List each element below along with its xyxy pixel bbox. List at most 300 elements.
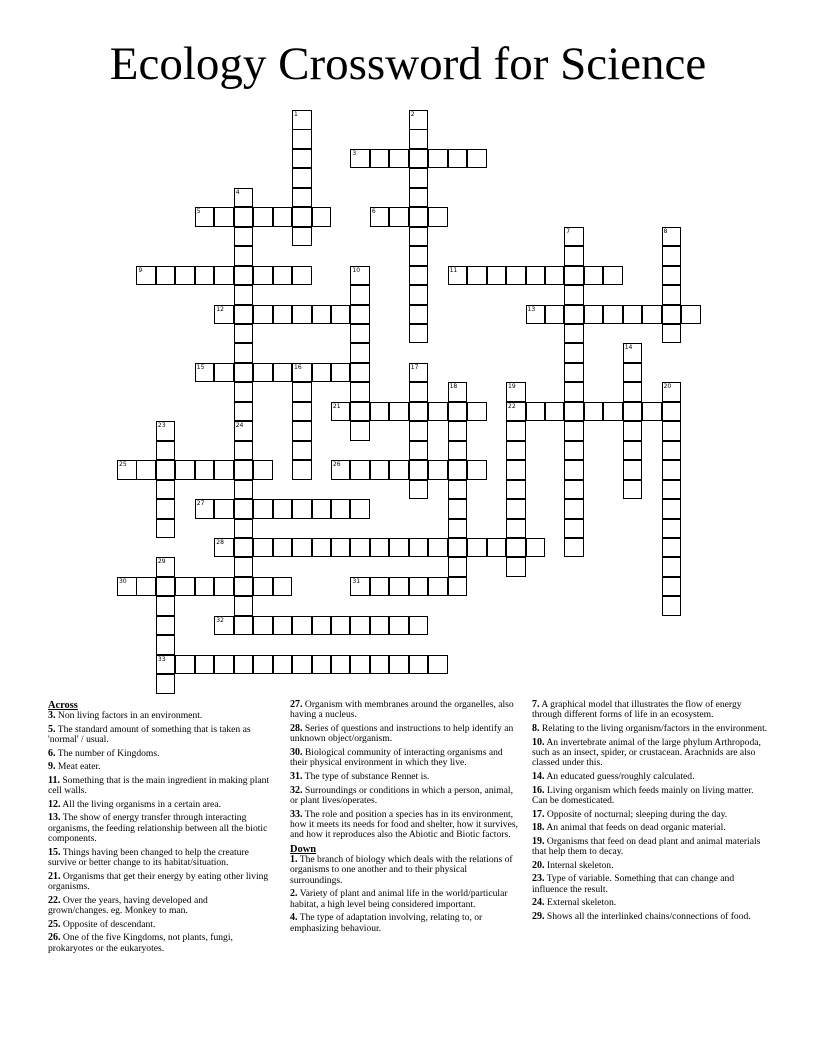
grid-cell[interactable]	[428, 460, 448, 480]
grid-cell[interactable]	[545, 402, 565, 422]
grid-cell[interactable]	[662, 480, 682, 500]
grid-cell[interactable]	[195, 266, 215, 286]
grid-cell[interactable]	[506, 557, 526, 577]
grid-cell[interactable]	[370, 655, 390, 675]
grid-cell[interactable]	[253, 363, 273, 383]
grid-cell[interactable]	[389, 616, 409, 636]
grid-cell[interactable]	[662, 285, 682, 305]
grid-cell[interactable]	[350, 538, 370, 558]
grid-cell[interactable]	[292, 421, 312, 441]
grid-cell[interactable]	[409, 402, 429, 422]
grid-cell[interactable]	[448, 519, 468, 539]
grid-cell[interactable]	[564, 480, 584, 500]
grid-cell[interactable]	[448, 538, 468, 558]
grid-cell[interactable]	[350, 402, 370, 422]
grid-cell[interactable]	[409, 129, 429, 149]
grid-cell[interactable]	[234, 480, 254, 500]
grid-cell[interactable]	[506, 402, 526, 422]
grid-cell[interactable]	[506, 460, 526, 480]
grid-cell[interactable]	[428, 402, 448, 422]
clue-item	[48, 711, 270, 721]
grid-cell[interactable]	[370, 577, 390, 597]
grid-cell[interactable]	[292, 305, 312, 325]
grid-cell[interactable]	[195, 363, 215, 383]
grid-cell[interactable]	[370, 460, 390, 480]
grid-cell[interactable]	[603, 305, 623, 325]
grid-cell[interactable]	[409, 460, 429, 480]
grid-cell[interactable]	[564, 519, 584, 539]
grid-cell[interactable]	[331, 538, 351, 558]
clue-item-text: The branch of biology which deals with the relations of organisms to one another and to their physical surroundings.	[290, 854, 513, 886]
grid-cell[interactable]	[409, 246, 429, 266]
grid-cell[interactable]	[214, 616, 234, 636]
grid-cell[interactable]	[506, 441, 526, 461]
grid-cell[interactable]	[156, 577, 176, 597]
grid-cell[interactable]	[467, 460, 487, 480]
grid-cell[interactable]	[448, 266, 468, 286]
grid-cell[interactable]	[253, 538, 273, 558]
grid-cell[interactable]	[448, 149, 468, 169]
grid-cell[interactable]	[350, 382, 370, 402]
grid-cell[interactable]	[292, 207, 312, 227]
grid-cell[interactable]	[234, 421, 254, 441]
clue-item-number: 3.	[48, 710, 56, 721]
grid-cell[interactable]	[506, 382, 526, 402]
grid-cell[interactable]	[448, 382, 468, 402]
grid-cell[interactable]	[136, 460, 156, 480]
grid-cell[interactable]	[389, 149, 409, 169]
grid-cell[interactable]	[156, 460, 176, 480]
grid-cell[interactable]	[350, 305, 370, 325]
grid-cell[interactable]	[234, 460, 254, 480]
clue-item	[532, 700, 768, 721]
grid-cell[interactable]	[623, 402, 643, 422]
clue-item-number: 11.	[48, 774, 60, 786]
grid-cell[interactable]	[409, 577, 429, 597]
grid-cell[interactable]	[409, 285, 429, 305]
grid-cell[interactable]	[156, 421, 176, 441]
clue-item	[48, 776, 270, 797]
grid-cell[interactable]	[312, 538, 332, 558]
grid-cell[interactable]	[428, 655, 448, 675]
grid-cell[interactable]	[662, 557, 682, 577]
clue-item	[290, 772, 520, 782]
grid-cell[interactable]	[409, 382, 429, 402]
grid-cell[interactable]	[292, 655, 312, 675]
grid-cell[interactable]	[253, 655, 273, 675]
clue-item-number: 14.	[532, 771, 545, 782]
grid-cell[interactable]	[623, 363, 643, 383]
grid-cell[interactable]	[526, 266, 546, 286]
grid-cell[interactable]	[350, 421, 370, 441]
grid-cell[interactable]	[545, 305, 565, 325]
grid-cell[interactable]	[428, 149, 448, 169]
grid-cell[interactable]	[292, 188, 312, 208]
grid-cell[interactable]	[448, 557, 468, 577]
grid-cell[interactable]	[234, 382, 254, 402]
grid-cell[interactable]	[234, 227, 254, 247]
grid-cell[interactable]	[350, 266, 370, 286]
grid-cell[interactable]	[292, 363, 312, 383]
grid-cell[interactable]	[623, 305, 643, 325]
grid-cell[interactable]	[136, 577, 156, 597]
grid-cell[interactable]	[448, 441, 468, 461]
grid-cell[interactable]	[409, 324, 429, 344]
grid-cell[interactable]	[312, 616, 332, 636]
grid-cell[interactable]	[273, 538, 293, 558]
clue-item-number: 13.	[48, 812, 61, 824]
grid-cell[interactable]	[195, 207, 215, 227]
grid-cell[interactable]	[681, 305, 701, 325]
grid-cell[interactable]	[448, 499, 468, 519]
grid-cell[interactable]	[389, 402, 409, 422]
grid-cell[interactable]	[117, 577, 137, 597]
grid-cell[interactable]	[662, 499, 682, 519]
grid-cell[interactable]	[214, 538, 234, 558]
grid-cell[interactable]	[253, 499, 273, 519]
grid-cell[interactable]	[526, 402, 546, 422]
grid-cell[interactable]	[662, 460, 682, 480]
grid-cell[interactable]	[506, 480, 526, 500]
grid-cell[interactable]	[234, 266, 254, 286]
grid-cell[interactable]	[156, 441, 176, 461]
grid-cell[interactable]	[564, 363, 584, 383]
grid-cell[interactable]	[331, 305, 351, 325]
grid-cell[interactable]	[564, 402, 584, 422]
grid-cell[interactable]	[545, 266, 565, 286]
grid-cell[interactable]	[662, 421, 682, 441]
grid-cell[interactable]	[312, 363, 332, 383]
grid-cell[interactable]	[409, 421, 429, 441]
grid-cell[interactable]	[273, 655, 293, 675]
grid-cell[interactable]	[214, 577, 234, 597]
grid-cell[interactable]	[564, 227, 584, 247]
grid-cell[interactable]	[564, 421, 584, 441]
grid-cell[interactable]	[292, 402, 312, 422]
grid-cell[interactable]	[195, 577, 215, 597]
grid-cell[interactable]	[603, 266, 623, 286]
grid-cell[interactable]	[409, 616, 429, 636]
grid-cell[interactable]	[409, 168, 429, 188]
grid-cell[interactable]	[156, 674, 176, 694]
clue-number: 25	[119, 461, 127, 469]
grid-cell[interactable]	[350, 285, 370, 305]
grid-cell[interactable]	[506, 421, 526, 441]
grid-cell[interactable]	[156, 616, 176, 636]
grid-cell[interactable]	[273, 499, 293, 519]
grid-cell[interactable]	[234, 305, 254, 325]
grid-cell[interactable]	[234, 577, 254, 597]
clue-item	[48, 920, 270, 930]
grid-cell[interactable]	[234, 246, 254, 266]
grid-cell[interactable]	[292, 227, 312, 247]
grid-cell[interactable]	[234, 343, 254, 363]
grid-cell[interactable]	[350, 499, 370, 519]
grid-cell[interactable]	[662, 266, 682, 286]
grid-cell[interactable]	[564, 305, 584, 325]
grid-cell[interactable]	[623, 460, 643, 480]
grid-cell[interactable]	[409, 207, 429, 227]
grid-cell[interactable]	[564, 266, 584, 286]
grid-cell[interactable]	[564, 460, 584, 480]
grid-cell[interactable]	[409, 188, 429, 208]
clue-number: 4	[235, 188, 240, 196]
grid-cell[interactable]	[312, 305, 332, 325]
grid-cell[interactable]	[312, 655, 332, 675]
grid-cell[interactable]	[467, 402, 487, 422]
grid-cell[interactable]	[156, 519, 176, 539]
grid-cell[interactable]	[564, 246, 584, 266]
grid-cell[interactable]	[564, 382, 584, 402]
grid-cell[interactable]	[234, 519, 254, 539]
grid-cell[interactable]	[214, 363, 234, 383]
grid-cell[interactable]	[584, 305, 604, 325]
grid-cell[interactable]	[564, 343, 584, 363]
clue-number: 23	[157, 422, 166, 430]
grid-cell[interactable]	[175, 460, 195, 480]
grid-cell[interactable]	[389, 655, 409, 675]
grid-cell[interactable]	[331, 655, 351, 675]
grid-cell[interactable]	[467, 149, 487, 169]
grid-cell[interactable]	[331, 402, 351, 422]
grid-cell[interactable]	[292, 616, 312, 636]
grid-cell[interactable]	[389, 207, 409, 227]
grid-cell[interactable]	[156, 499, 176, 519]
grid-cell[interactable]	[448, 421, 468, 441]
clue-item-text: Opposite of nocturnal; sleeping during the day.	[544, 808, 728, 820]
grid-cell[interactable]	[409, 363, 429, 383]
grid-cell[interactable]	[234, 207, 254, 227]
grid-cell[interactable]	[253, 460, 273, 480]
grid-cell[interactable]	[642, 305, 662, 325]
grid-cell[interactable]	[350, 460, 370, 480]
clue-number: 7	[566, 227, 571, 235]
grid-cell[interactable]	[136, 266, 156, 286]
grid-cell[interactable]	[564, 499, 584, 519]
grid-cell[interactable]	[662, 382, 682, 402]
grid-cell[interactable]	[273, 266, 293, 286]
grid-cell[interactable]	[662, 402, 682, 422]
grid-cell[interactable]	[428, 207, 448, 227]
clue-item-number: 8.	[532, 723, 540, 734]
clue-item-number: 26.	[48, 932, 61, 944]
grid-cell[interactable]	[584, 266, 604, 286]
grid-cell[interactable]	[292, 382, 312, 402]
grid-cell[interactable]	[292, 441, 312, 461]
grid-cell[interactable]	[448, 480, 468, 500]
clue-item-text: An educated guess/roughly calculated.	[544, 771, 695, 782]
grid-cell[interactable]	[312, 207, 332, 227]
grid-cell[interactable]	[506, 499, 526, 519]
grid-cell[interactable]	[350, 577, 370, 597]
grid-cell[interactable]	[623, 480, 643, 500]
grid-cell[interactable]	[623, 441, 643, 461]
grid-cell[interactable]	[234, 402, 254, 422]
grid-cell[interactable]	[214, 460, 234, 480]
grid-cell[interactable]	[253, 207, 273, 227]
grid-cell[interactable]	[526, 305, 546, 325]
grid-cell[interactable]	[350, 324, 370, 344]
grid-cell[interactable]	[389, 577, 409, 597]
grid-cell[interactable]	[370, 207, 390, 227]
grid-cell[interactable]	[662, 324, 682, 344]
grid-cell[interactable]	[253, 305, 273, 325]
grid-cell[interactable]	[350, 363, 370, 383]
grid-cell[interactable]	[409, 227, 429, 247]
grid-cell[interactable]	[214, 266, 234, 286]
grid-cell[interactable]	[409, 480, 429, 500]
grid-cell[interactable]	[156, 266, 176, 286]
grid-cell[interactable]	[273, 363, 293, 383]
grid-cell[interactable]	[273, 616, 293, 636]
grid-cell[interactable]	[662, 519, 682, 539]
grid-cell[interactable]	[389, 538, 409, 558]
grid-cell[interactable]	[156, 557, 176, 577]
grid-cell[interactable]	[273, 207, 293, 227]
clue-item-number: 17.	[532, 808, 545, 820]
clue-item-text: Living organism which feeds mainly on living matter. Can be domesticated.	[532, 784, 754, 806]
clue-item-text: An invertebrate animal of the large phylum Arthropoda, such as an insect, spider, or crustacean. Arachnids are also classed under this.	[532, 736, 761, 769]
grid-cell[interactable]	[564, 324, 584, 344]
grid-cell[interactable]	[506, 266, 526, 286]
grid-cell[interactable]	[662, 441, 682, 461]
grid-cell[interactable]	[253, 616, 273, 636]
grid-cell[interactable]	[175, 655, 195, 675]
grid-cell[interactable]	[331, 363, 351, 383]
grid-cell[interactable]	[448, 402, 468, 422]
clue-item-text: Meat eater.	[55, 761, 101, 773]
grid-cell[interactable]	[564, 538, 584, 558]
grid-cell[interactable]	[642, 402, 662, 422]
grid-cell[interactable]	[370, 538, 390, 558]
grid-cell[interactable]	[448, 460, 468, 480]
grid-cell[interactable]	[350, 616, 370, 636]
grid-cell[interactable]	[234, 324, 254, 344]
grid-cell[interactable]	[662, 596, 682, 616]
clue-item	[48, 725, 270, 746]
grid-cell[interactable]	[448, 577, 468, 597]
grid-cell[interactable]	[234, 499, 254, 519]
grid-cell[interactable]	[662, 227, 682, 247]
grid-cell[interactable]	[234, 655, 254, 675]
grid-cell[interactable]	[273, 577, 293, 597]
grid-cell[interactable]	[623, 343, 643, 363]
grid-cell[interactable]	[234, 557, 254, 577]
grid-cell[interactable]	[156, 635, 176, 655]
clue-number: 8	[663, 227, 668, 235]
grid-cell[interactable]	[467, 266, 487, 286]
grid-cell[interactable]	[214, 305, 234, 325]
grid-cell[interactable]	[370, 616, 390, 636]
grid-cell[interactable]	[156, 596, 176, 616]
grid-cell[interactable]	[292, 149, 312, 169]
grid-cell[interactable]	[331, 499, 351, 519]
grid-cell[interactable]	[292, 499, 312, 519]
grid-cell[interactable]	[175, 266, 195, 286]
grid-cell[interactable]	[234, 538, 254, 558]
grid-cell[interactable]	[487, 266, 507, 286]
grid-cell[interactable]	[214, 499, 234, 519]
grid-cell[interactable]	[409, 538, 429, 558]
grid-cell[interactable]	[370, 402, 390, 422]
grid-cell[interactable]	[428, 577, 448, 597]
grid-cell[interactable]	[234, 616, 254, 636]
grid-cell[interactable]	[312, 499, 332, 519]
grid-cell[interactable]	[623, 421, 643, 441]
grid-cell[interactable]	[350, 343, 370, 363]
grid-cell[interactable]	[662, 305, 682, 325]
grid-cell[interactable]	[117, 460, 137, 480]
grid-cell[interactable]	[292, 110, 312, 130]
grid-cell[interactable]	[214, 655, 234, 675]
grid-cell[interactable]	[623, 382, 643, 402]
grid-cell[interactable]	[526, 538, 546, 558]
grid-cell[interactable]	[428, 538, 448, 558]
grid-cell[interactable]	[662, 246, 682, 266]
grid-cell[interactable]	[467, 538, 487, 558]
grid-cell[interactable]	[662, 538, 682, 558]
grid-cell[interactable]	[234, 285, 254, 305]
clue-item-number: 12.	[48, 798, 61, 810]
grid-cell[interactable]	[662, 577, 682, 597]
grid-cell[interactable]	[331, 616, 351, 636]
grid-cell[interactable]	[195, 460, 215, 480]
clue-item-number: 20.	[532, 859, 545, 871]
grid-cell[interactable]	[409, 149, 429, 169]
grid-cell[interactable]	[350, 655, 370, 675]
grid-cell[interactable]	[603, 402, 623, 422]
grid-cell[interactable]	[409, 655, 429, 675]
clue-item	[48, 933, 270, 954]
grid-cell[interactable]	[234, 363, 254, 383]
grid-cell[interactable]	[389, 460, 409, 480]
grid-cell[interactable]	[564, 441, 584, 461]
grid-cell[interactable]	[273, 305, 293, 325]
grid-cell[interactable]	[292, 460, 312, 480]
grid-cell[interactable]	[370, 149, 390, 169]
grid-cell[interactable]	[409, 110, 429, 130]
grid-cell[interactable]	[506, 519, 526, 539]
grid-cell[interactable]	[175, 577, 195, 597]
grid-cell[interactable]	[156, 655, 176, 675]
grid-cell[interactable]	[564, 285, 584, 305]
grid-cell[interactable]	[409, 305, 429, 325]
grid-cell[interactable]	[584, 402, 604, 422]
grid-cell[interactable]	[292, 538, 312, 558]
clue-number: 3	[352, 149, 357, 157]
grid-cell[interactable]	[234, 596, 254, 616]
grid-cell[interactable]	[409, 266, 429, 286]
grid-cell[interactable]	[195, 499, 215, 519]
grid-cell[interactable]	[214, 207, 234, 227]
grid-cell[interactable]	[292, 266, 312, 286]
grid-cell[interactable]	[253, 577, 273, 597]
grid-cell[interactable]	[195, 655, 215, 675]
grid-cell[interactable]	[331, 460, 351, 480]
grid-cell[interactable]	[156, 480, 176, 500]
grid-cell[interactable]	[253, 266, 273, 286]
clue-item	[532, 837, 768, 858]
grid-cell[interactable]	[409, 441, 429, 461]
grid-cell[interactable]	[292, 129, 312, 149]
grid-cell[interactable]	[234, 188, 254, 208]
grid-cell[interactable]	[350, 149, 370, 169]
grid-cell[interactable]	[506, 538, 526, 558]
grid-cell[interactable]	[487, 538, 507, 558]
clue-item-text: All the living organisms in a certain area.	[60, 798, 221, 810]
grid-cell[interactable]	[234, 441, 254, 461]
grid-cell[interactable]	[292, 168, 312, 188]
